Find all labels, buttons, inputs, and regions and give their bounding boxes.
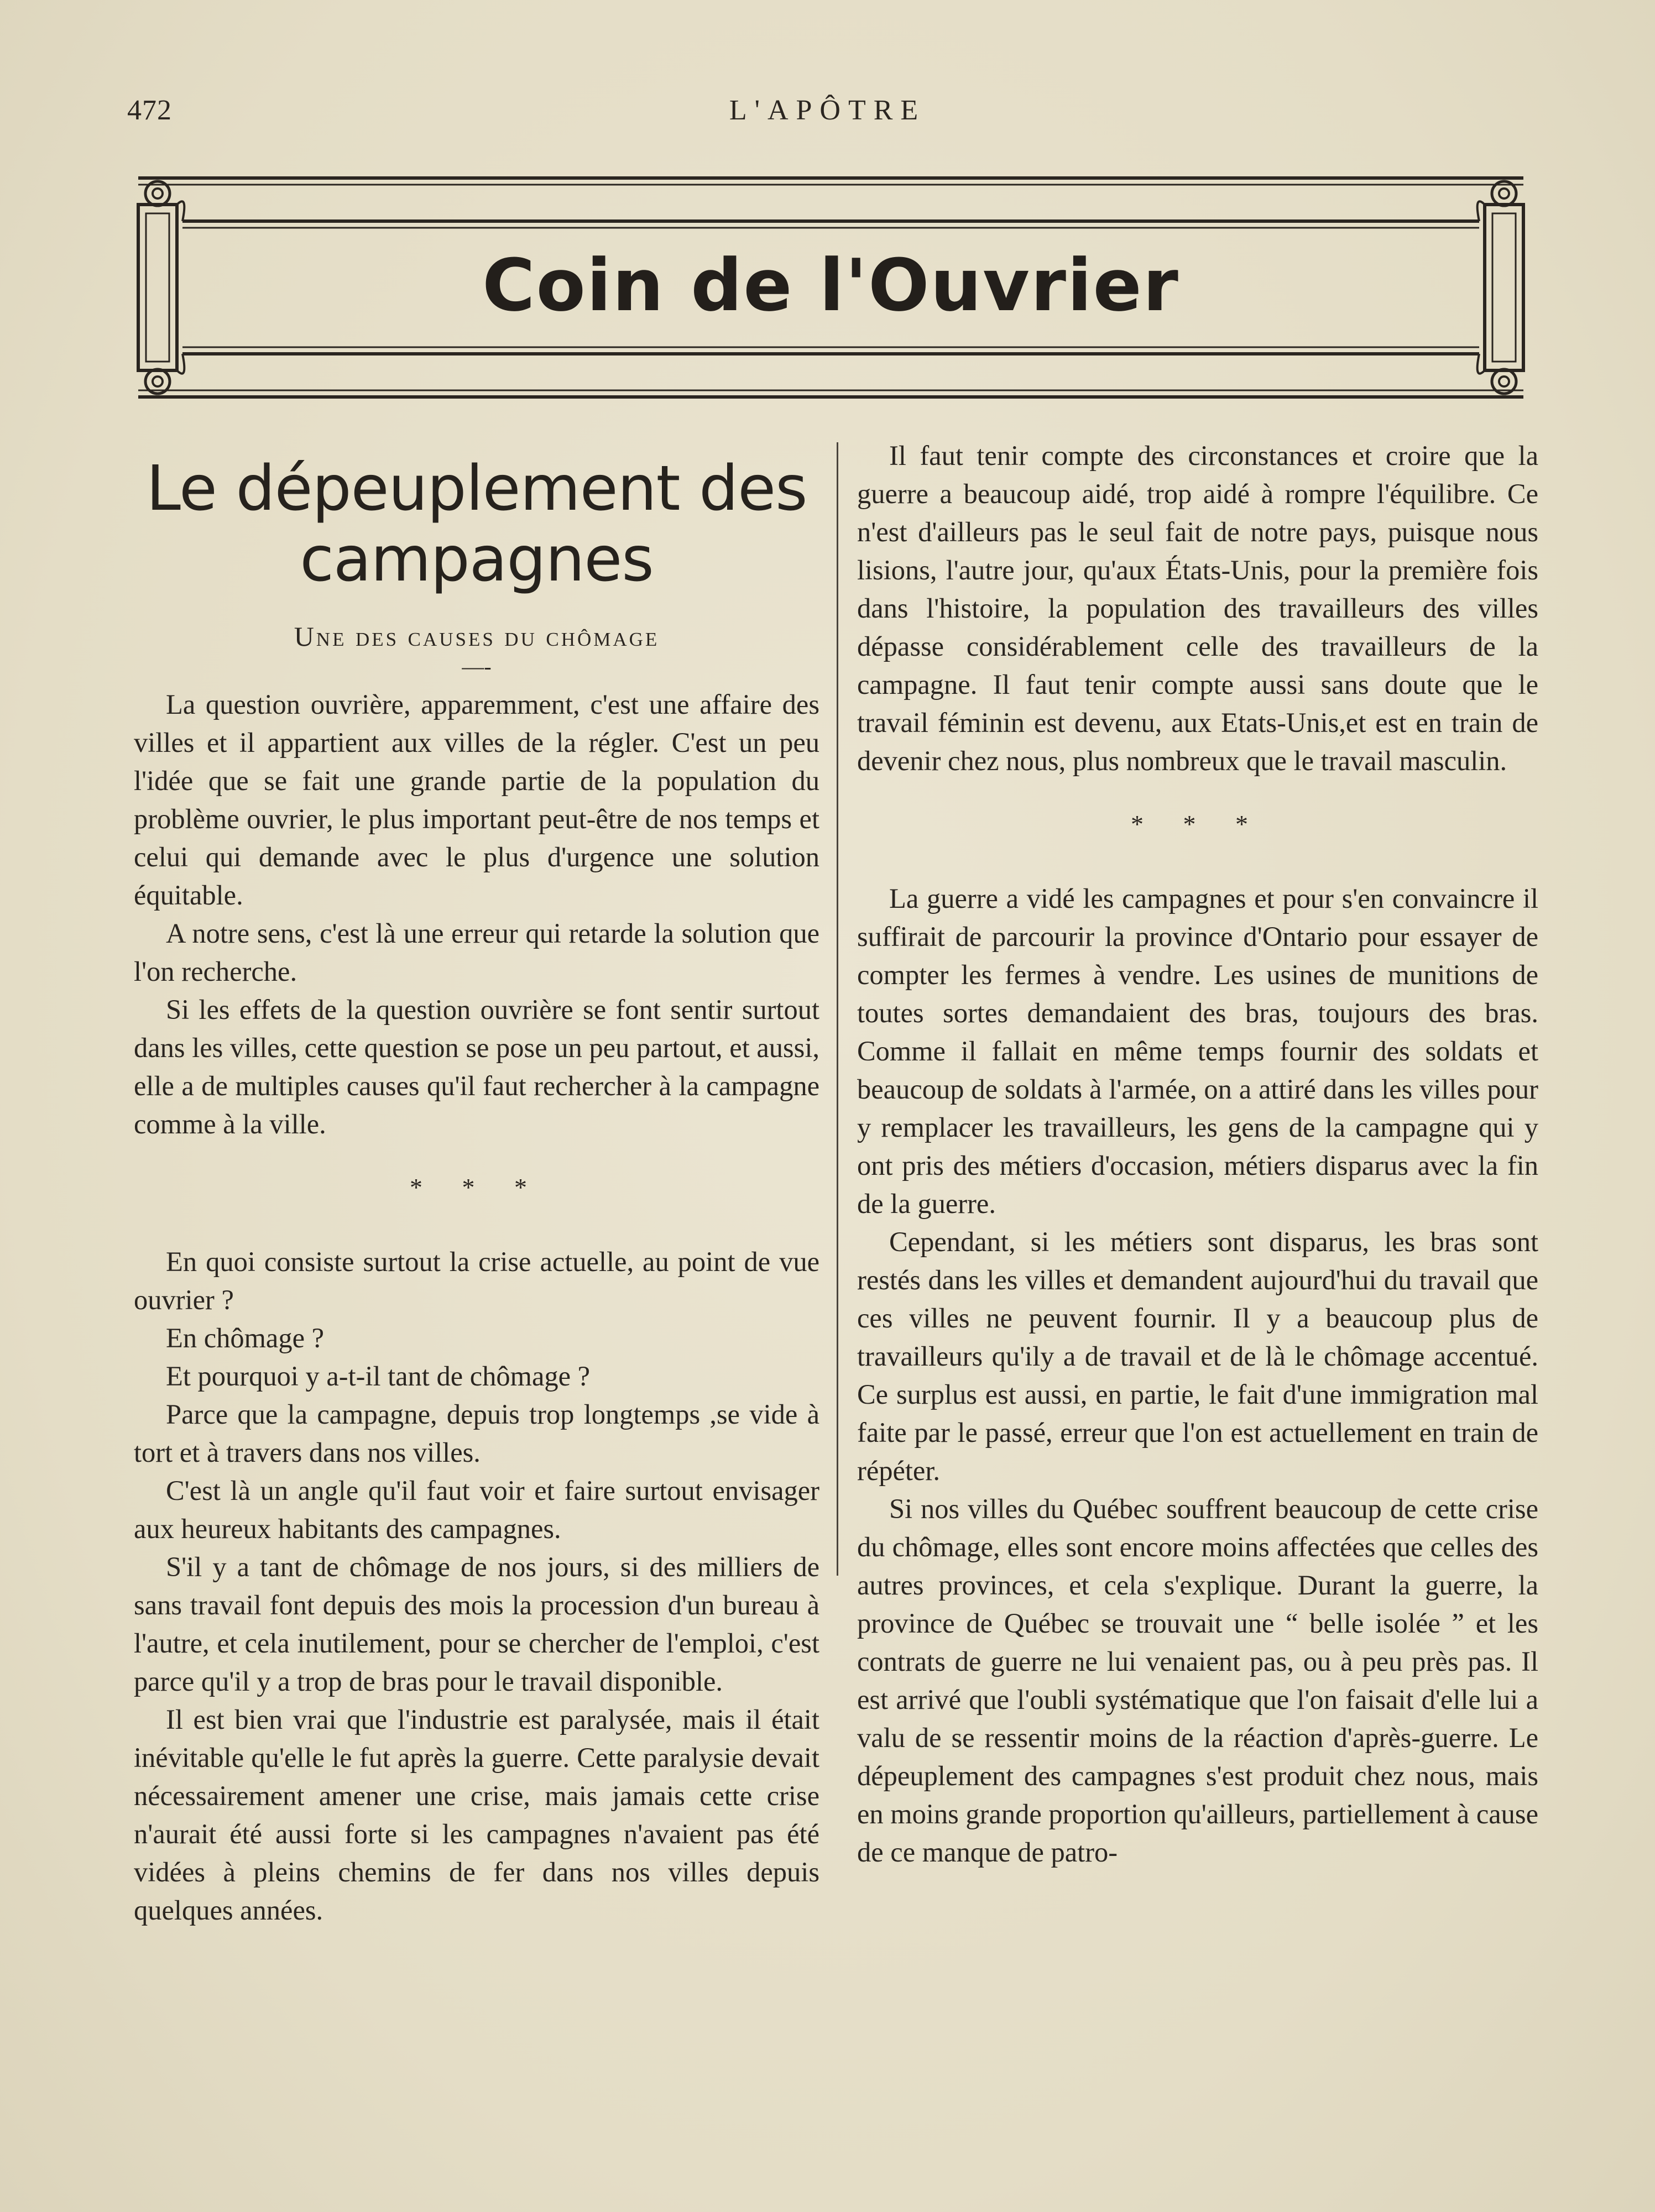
article-title: Le dépeuplement des campagnes — [146, 453, 807, 595]
banner-title: Coin de l'Ouvrier — [482, 243, 1179, 327]
article-subtitle: Une des causes du chômage — [294, 621, 660, 652]
paragraph: En chômage ? — [166, 1322, 325, 1353]
section-separator: * * * — [1131, 810, 1265, 838]
paragraph: Et pourquoi y a-t-il tant de chômage ? — [166, 1361, 591, 1392]
subtitle-dash: —- — [462, 654, 492, 679]
paragraph: Si les effets de la question ouvrière se font sentir surtout dans les villes, cette question se pose un peu partout, et aussi, elle a de multiples causes qu'il faut rechercher à la campagne comme à la ville. — [134, 994, 819, 1139]
section-separator: * * * — [410, 1173, 544, 1201]
journal-title: L'APÔTRE — [729, 95, 926, 126]
section-banner — [127, 171, 1534, 404]
paragraph: A notre sens, c'est là une erreur qui retarde la solution que l'on recherche. — [134, 918, 819, 987]
left-column — [134, 437, 819, 1929]
page-number: 472 — [127, 95, 172, 126]
paragraph: C'est là un angle qu'il faut voir et faire surtout envisager aux heureux habitants des campagnes. — [134, 1475, 819, 1544]
paragraph: Il est bien vrai que l'industrie est paralysée, mais il était inévitable qu'elle le fut après la guerre. Cette paralysie devait nécessairement amener une crise, mais jamais cette crise n'aurait été aussi forte si les campagnes n'avaient pas été vidées à pleins chemins de fer dans nos villes depuis quelques années. — [134, 1704, 819, 1926]
paragraph: Il faut tenir compte des circonstances et croire que la guerre a beaucoup aidé, trop aidé à rompre l'équilibre. Ce n'est d'ailleurs pas le seul fait de notre pays, puisque nous lisions, l'autre jour, qu'aux États-Unis, pour la première fois dans l'histoire, la population des travailleurs des villes dépasse considérablement celle des travailleurs de la campagne. Il faut tenir compte aussi sans doute que le travail féminin est devenu, aux Etats-Unis,et est en train de devenir chez nous, plus nombreux que le travail masculin. — [857, 440, 1538, 776]
paragraph: Cependant, si les métiers sont disparus, les bras sont restés dans les villes et demandent aujourd'hui du travail que ces villes ne peuvent fournir. Il y a beaucoup plus de travailleurs qu'ily a de travail et de là le chômage accentué. Ce surplus est aussi, en partie, le fait d'une immigration mal faite par le passé, erreur que l'on est actuellement en train de répéter. — [857, 1226, 1538, 1486]
paragraph: Parce que la campagne, depuis trop longtemps ,se vide à tort et à travers dans nos villes. — [134, 1399, 819, 1468]
column-divider — [837, 442, 838, 1576]
running-head — [127, 94, 1528, 138]
paragraph: S'il y a tant de chômage de nos jours, si des milliers de sans travail font depuis des mois la procession d'un bureau à l'autre, et cela inutilement, pour se chercher de l'emploi, c'est parce qu'il y a trop de bras pour le travail disponible. — [134, 1551, 819, 1697]
right-column — [857, 437, 1538, 1871]
paragraph: La question ouvrière, apparemment, c'est une affaire des villes et il appartient aux villes de la régler. C'est un peu l'idée que se fait une grande partie de la population du problème ouvrier, le plus important peut-être de nos temps et celui qui demande avec le plus d'urgence une solution équitable. — [134, 689, 819, 911]
paragraph: En quoi consiste surtout la crise actuelle, au point de vue ouvrier ? — [134, 1246, 819, 1315]
paragraph: La guerre a vidé les campagnes et pour s'en convaincre il suffirait de parcourir la province d'Ontario pour essayer de compter les fermes à vendre. Les usines de munitions de toutes sortes demandaient des bras, toujours des bras. Comme il fallait en même temps fournir des soldats et beaucoup de soldats à l'armée, on a attiré dans les villes pour y remplacer les travailleurs, les gens de la campagne qui y ont pris des métiers d'occasion, métiers disparus avec la fin de la guerre. — [857, 883, 1538, 1219]
paragraph: Si nos villes du Québec souffrent beaucoup de cette crise du chômage, elles sont encore moins affectées que celles des autres provinces, et cela s'explique. Durant la guerre, la province de Québec se trouvait une “ belle isolée ” et les contrats de guerre ne lui venaient pas, ou à peu près pas. Il est arrivé que l'oubli systématique que l'on faisait d'elle lui a valu de se ressentir moins de la réaction d'après-guerre. Le dépeuplement des campagnes s'est produit chez nous, mais en moins grande proportion qu'ailleurs, partiellement à cause de ce manque de patro- — [857, 1493, 1538, 1868]
